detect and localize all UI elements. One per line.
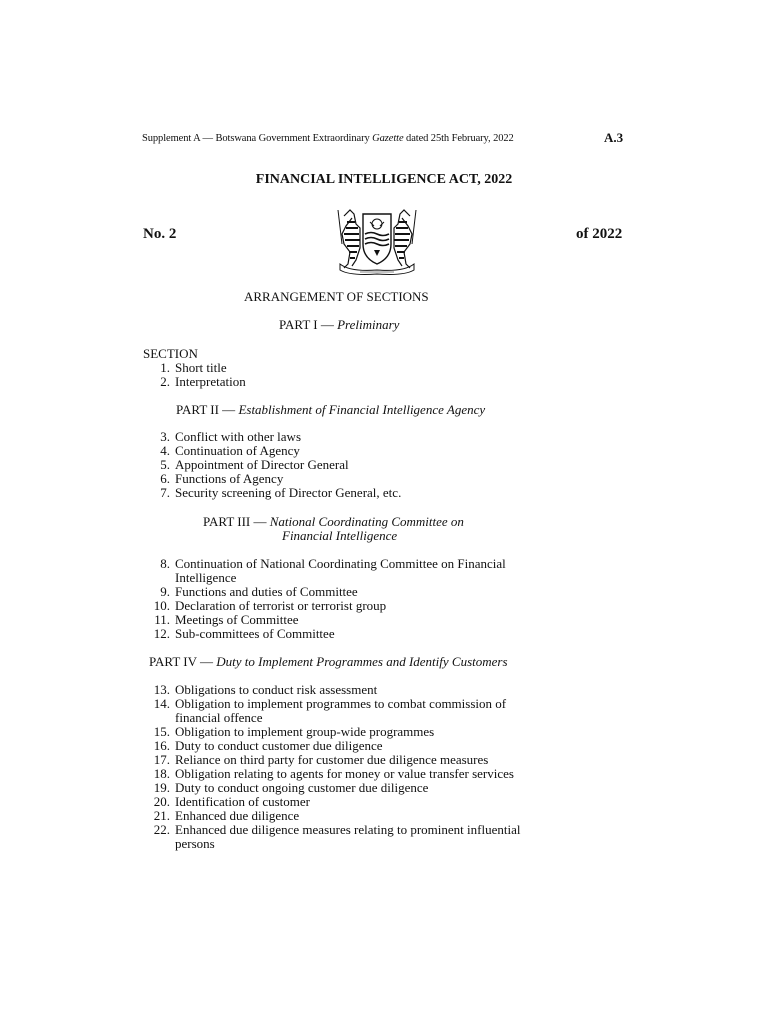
section-title: Reliance on third party for customer due diligence measures	[175, 752, 489, 767]
part-heading-1	[279, 318, 399, 332]
section-number: 15.	[153, 724, 170, 739]
toc-group-part-3	[0, 557, 768, 641]
toc-entry	[0, 458, 768, 472]
act-number: No. 2	[143, 226, 177, 242]
act-title-text: FINANCIAL INTELLIGENCE ACT, 2022	[255, 172, 513, 187]
toc-entry	[0, 795, 768, 809]
section-number: 4.	[160, 443, 170, 458]
toc-entry	[0, 430, 768, 444]
toc-entry	[0, 486, 768, 500]
section-number: 11.	[154, 612, 170, 627]
part-heading-2	[176, 403, 485, 417]
section-number: 6.	[160, 471, 170, 486]
part-heading-4	[149, 655, 508, 669]
section-title: Duty to conduct customer due diligence	[175, 738, 383, 753]
part-label: PART II —	[176, 402, 239, 417]
part-title-continued: Financial Intelligence	[282, 528, 398, 543]
toc-entry	[0, 767, 768, 781]
toc-group-part-4	[0, 683, 768, 851]
toc-entry	[0, 725, 768, 739]
section-title: Short title	[175, 360, 227, 375]
section-title: Identification of customer	[175, 794, 311, 809]
part-title: National Coordinating Committee on	[269, 514, 464, 529]
section-title: Enhanced due diligence measures relating to prominent influential persons	[175, 822, 521, 851]
toc-entry	[0, 361, 768, 375]
section-title: Conflict with other laws	[175, 429, 302, 444]
page-number: A.3	[604, 130, 624, 145]
section-title: Meetings of Committee	[175, 612, 299, 627]
supplement-line	[142, 133, 514, 144]
section-number: 14.	[153, 696, 170, 711]
section-number: 10.	[153, 598, 170, 613]
section-title: Security screening of Director General, etc.	[175, 485, 402, 500]
section-number: 1.	[160, 360, 170, 375]
section-number: 9.	[160, 584, 170, 599]
section-number: 18.	[153, 766, 170, 781]
part-label: PART IV —	[149, 654, 217, 669]
section-title: Continuation of Agency	[175, 443, 300, 458]
section-title: Appointment of Director General	[175, 457, 349, 472]
toc-entry	[0, 683, 768, 697]
section-title: Functions and duties of Committee	[175, 584, 358, 599]
section-number: 2.	[160, 374, 170, 389]
part-heading-3	[203, 515, 464, 543]
toc-entry	[0, 375, 768, 389]
section-number: 7.	[160, 485, 170, 500]
part-label: PART III —	[203, 514, 270, 529]
section-number: 12.	[153, 626, 170, 641]
section-title: Declaration of terrorist or terrorist group	[175, 598, 387, 613]
toc-entry	[0, 781, 768, 795]
section-title: Obligation to implement programmes to combat commission of financial offence	[175, 696, 507, 725]
section-title: Duty to conduct ongoing customer due diligence	[175, 780, 429, 795]
shield	[363, 214, 391, 264]
toc-group-part-2	[0, 430, 768, 500]
part-title: Duty to Implement Programmes and Identify Customers	[216, 654, 508, 669]
part-label: PART I —	[279, 317, 338, 332]
toc-entry	[0, 809, 768, 823]
toc-entry	[0, 753, 768, 767]
toc-entry	[0, 613, 768, 627]
section-number: 3.	[160, 429, 170, 444]
act-year: of 2022	[576, 226, 623, 242]
section-number: 16.	[153, 738, 170, 753]
part-heading-line	[203, 529, 464, 543]
section-title: Obligation relating to agents for money or value transfer services	[175, 766, 514, 781]
section-column-header: SECTION	[143, 346, 198, 361]
coat-of-arms-emblem	[330, 204, 424, 276]
supplement-date: dated 25th February, 2022	[403, 133, 514, 144]
right-zebra-supporter	[394, 210, 416, 268]
section-number: 22.	[153, 822, 170, 837]
toc-entry	[0, 697, 768, 725]
section-title: Functions of Agency	[175, 471, 284, 486]
section-number: 5.	[160, 457, 170, 472]
section-title: Continuation of National Coordinating Committee on Financial Intelligence	[175, 556, 506, 585]
part-title: Preliminary	[337, 317, 400, 332]
toc-entry	[0, 585, 768, 599]
section-number: 8.	[160, 556, 170, 571]
toc-entry	[0, 739, 768, 753]
gazette-word: Gazette	[372, 133, 404, 144]
act-title	[0, 172, 768, 188]
toc-entry	[0, 472, 768, 486]
section-title: Sub-committees of Committee	[175, 626, 335, 641]
toc-entry	[0, 444, 768, 458]
left-zebra-supporter	[338, 210, 360, 268]
supplement-text: Supplement A — Botswana Government Extraordinary	[142, 133, 373, 144]
motto-scroll	[340, 264, 414, 275]
section-number: 17.	[153, 752, 170, 767]
toc-group-part-1	[0, 361, 768, 389]
part-title: Establishment of Financial Intelligence Agency	[238, 402, 486, 417]
section-title: Interpretation	[175, 374, 246, 389]
section-number: 20.	[153, 794, 170, 809]
toc-entry	[0, 557, 768, 585]
section-title: Obligation to implement group-wide programmes	[175, 724, 435, 739]
section-title: Obligations to conduct risk assessment	[175, 682, 378, 697]
part-heading-line	[203, 515, 464, 529]
toc-entry	[0, 823, 768, 851]
toc-entry	[0, 599, 768, 613]
section-number: 13.	[153, 682, 170, 697]
section-number: 19.	[153, 780, 170, 795]
toc-entry	[0, 627, 768, 641]
arrangement-title: ARRANGEMENT OF SECTIONS	[244, 289, 429, 304]
section-number: 21.	[153, 808, 170, 823]
section-title: Enhanced due diligence	[175, 808, 300, 823]
